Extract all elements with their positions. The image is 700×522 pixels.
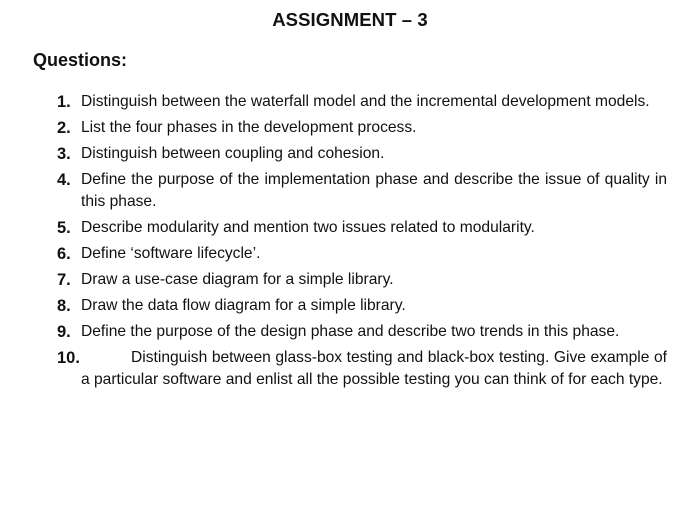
question-item [57,295,667,317]
question-text: Define ‘software lifecycle’. [81,245,261,262]
question-text: Define the purpose of the implementation phase and describe the issue of quality in this phase. [81,171,667,210]
questions-heading: Questions: [33,50,128,70]
question-item [57,321,667,343]
question-item [57,169,667,213]
question-number: 9. [57,323,71,341]
questions-list [57,91,667,395]
question-number: 4. [57,171,71,189]
question-item [57,269,667,291]
question-number: 5. [57,219,71,237]
question-number: 1. [57,93,71,111]
question-item [57,117,667,139]
question-item [57,143,667,165]
question-number: 2. [57,119,71,137]
question-text: Distinguish between glass-box testing and black-box testing. Give example of a particular software and enlist all the possible testing you can think of for each type. [81,349,667,388]
question-number: 7. [57,271,71,289]
question-number: 10. [57,349,80,367]
question-text: Draw the data flow diagram for a simple library. [81,297,406,314]
question-text: Distinguish between the waterfall model and the incremental development models. [81,93,650,110]
question-number: 3. [57,145,71,163]
question-item [57,217,667,239]
question-text: List the four phases in the development process. [81,119,417,136]
assignment-title: ASSIGNMENT – 3 [272,9,428,30]
question-item [57,91,667,113]
question-text: Define the purpose of the design phase and describe two trends in this phase. [81,323,620,340]
question-number: 8. [57,297,71,315]
question-text: Distinguish between coupling and cohesion. [81,145,385,162]
question-text: Draw a use-case diagram for a simple library. [81,271,394,288]
question-item [57,347,667,391]
question-number: 6. [57,245,71,263]
question-item [57,243,667,265]
question-text: Describe modularity and mention two issues related to modularity. [81,219,535,236]
